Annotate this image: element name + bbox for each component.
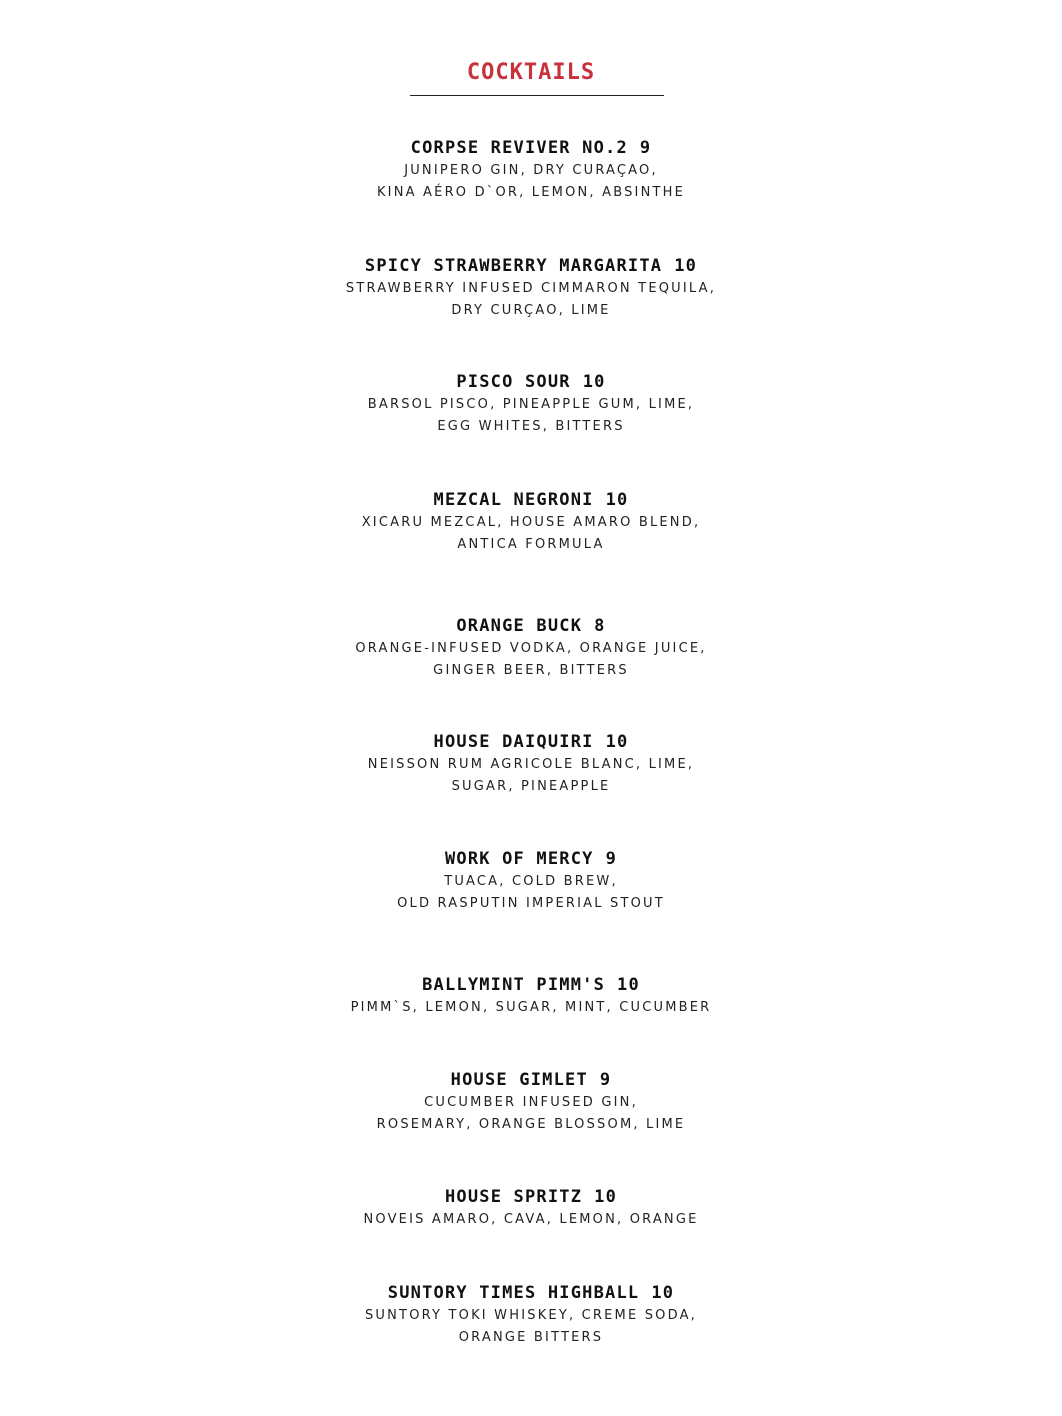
- description-line: JUNIPERO GIN, DRY CURAÇAO,: [404, 163, 658, 178]
- item-description: [0, 394, 1062, 438]
- item-price: 10: [674, 256, 698, 276]
- item-price: 9: [639, 138, 652, 158]
- item-price: 9: [605, 849, 618, 869]
- item-name-line: [0, 730, 1062, 754]
- description-line: ORANGE BITTERS: [458, 1330, 604, 1345]
- description-line: CUCUMBER INFUSED GIN,: [424, 1095, 638, 1110]
- menu-item-spicy-strawberry-margarita: [0, 254, 1062, 322]
- item-name-line: [0, 1185, 1062, 1209]
- item-name-line: [0, 614, 1062, 638]
- item-name: BALLYMINT PIMM'S: [422, 975, 606, 995]
- description-line: PIMM`S, LEMON, SUGAR, MINT, CUCUMBER: [350, 1000, 712, 1015]
- description-line: NOVEIS AMARO, CAVA, LEMON, ORANGE: [363, 1212, 699, 1227]
- item-price: 10: [605, 490, 629, 510]
- item-description: [0, 871, 1062, 915]
- item-description: [0, 278, 1062, 322]
- item-description: [0, 997, 1062, 1019]
- description-line: XICARU MEZCAL, HOUSE AMARO BLEND,: [361, 515, 701, 530]
- menu-section-title: COCKTAILS: [466, 60, 596, 85]
- item-name: CORPSE REVIVER NO.2: [410, 138, 628, 158]
- item-name: SUNTORY TIMES HIGHBALL: [387, 1283, 640, 1303]
- item-name-line: [0, 973, 1062, 997]
- menu-item-work-of-mercy: [0, 847, 1062, 915]
- menu-item-house-daiquiri: [0, 730, 1062, 798]
- item-name: HOUSE SPRITZ: [444, 1187, 583, 1207]
- description-line: OLD RASPUTIN IMPERIAL STOUT: [397, 896, 665, 911]
- menu-item-house-gimlet: [0, 1068, 1062, 1136]
- menu-item-ballymint-pimms: [0, 973, 1062, 1019]
- item-description: [0, 1209, 1062, 1231]
- menu-item-house-spritz: [0, 1185, 1062, 1231]
- item-name-line: [0, 1068, 1062, 1092]
- description-line: STRAWBERRY INFUSED CIMMARON TEQUILA,: [345, 281, 717, 296]
- item-name-line: [0, 136, 1062, 160]
- description-line: ROSEMARY, ORANGE BLOSSOM, LIME: [376, 1117, 686, 1132]
- description-line: KINA AÉRO D`OR, LEMON, ABSINTHE: [376, 185, 686, 200]
- description-line: DRY CURÇAO, LIME: [451, 303, 611, 318]
- menu-item-corpse-reviver: [0, 136, 1062, 204]
- item-description: [0, 638, 1062, 682]
- description-line: BARSOL PISCO, PINEAPPLE GUM, LIME,: [367, 397, 695, 412]
- menu-item-mezcal-negroni: [0, 488, 1062, 556]
- item-description: [0, 754, 1062, 798]
- description-line: EGG WHITES, BITTERS: [437, 419, 625, 434]
- item-name: MEZCAL NEGRONI: [433, 490, 594, 510]
- item-price: 8: [594, 616, 606, 636]
- item-name-line: [0, 370, 1062, 394]
- item-price: 10: [594, 1187, 618, 1207]
- item-description: [0, 512, 1062, 556]
- description-line: SUGAR, PINEAPPLE: [451, 779, 611, 794]
- item-price: 10: [605, 732, 629, 752]
- item-price: 9: [599, 1070, 612, 1090]
- item-name-line: [0, 847, 1062, 871]
- item-price: 10: [617, 975, 640, 995]
- menu-item-suntory-times-highball: [0, 1281, 1062, 1349]
- description-line: ANTICA FORMULA: [457, 537, 605, 552]
- title-underline: [410, 95, 664, 96]
- item-name: ORANGE BUCK: [456, 616, 583, 636]
- item-description: [0, 1092, 1062, 1136]
- description-line: GINGER BEER, BITTERS: [433, 663, 629, 678]
- item-description: [0, 160, 1062, 204]
- item-name: WORK OF MERCY: [444, 849, 594, 869]
- menu-item-pisco-sour: [0, 370, 1062, 438]
- item-price: 10: [651, 1283, 675, 1303]
- description-line: NEISSON RUM AGRICOLE BLANC, LIME,: [367, 757, 695, 772]
- item-name-line: [0, 488, 1062, 512]
- item-name: PISCO SOUR: [456, 372, 571, 392]
- item-name-line: [0, 1281, 1062, 1305]
- item-description: [0, 1305, 1062, 1349]
- description-line: TUACA, COLD BREW,: [444, 874, 618, 889]
- item-name: HOUSE DAIQUIRI: [433, 732, 594, 752]
- menu-item-orange-buck: [0, 614, 1062, 682]
- item-name-line: [0, 254, 1062, 278]
- description-line: SUNTORY TOKI WHISKEY, CREME SODA,: [364, 1308, 698, 1323]
- item-price: 10: [582, 372, 606, 392]
- item-name: SPICY STRAWBERRY MARGARITA: [364, 256, 663, 276]
- item-name: HOUSE GIMLET: [450, 1070, 588, 1090]
- description-line: ORANGE-INFUSED VODKA, ORANGE JUICE,: [355, 641, 707, 656]
